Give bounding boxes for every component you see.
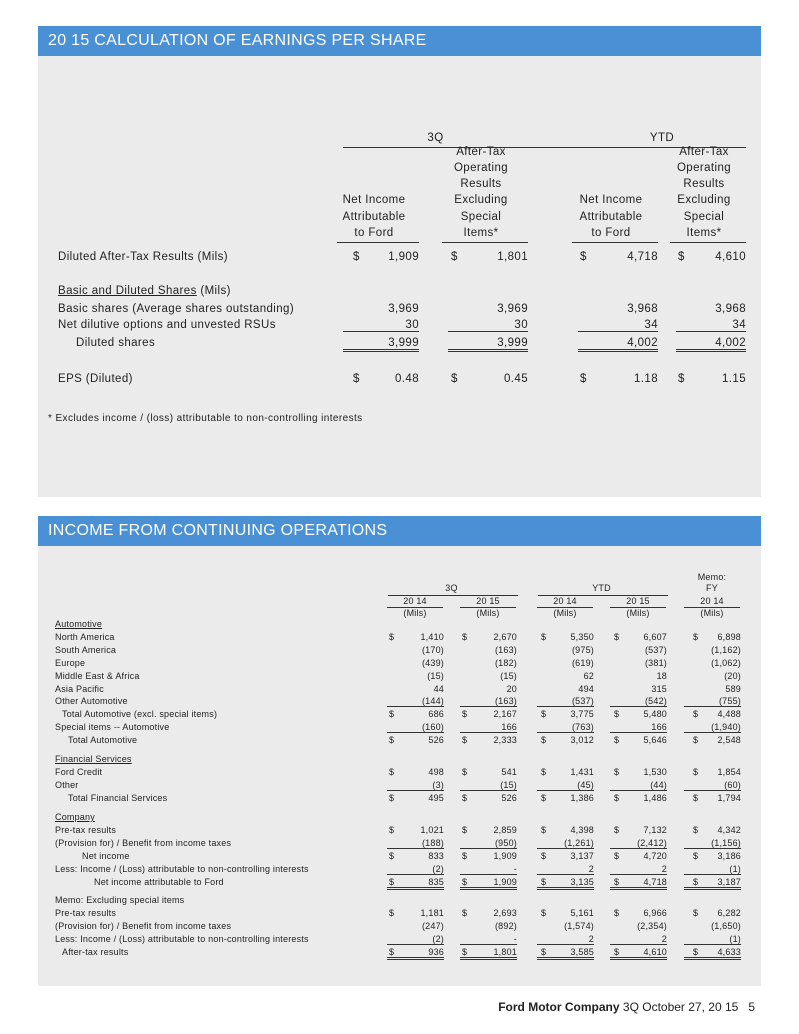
eps-panel xyxy=(38,26,761,497)
income-cell: 1,021 xyxy=(420,824,444,835)
income-cell: (3) xyxy=(387,780,444,791)
income-cell: 526 xyxy=(428,735,444,746)
income-cell: (2) xyxy=(387,934,444,945)
income-cell: 1,386 xyxy=(570,792,594,803)
eps-col-header-line: After-Tax xyxy=(456,145,506,158)
income-currency-symbol: $ xyxy=(693,631,699,642)
income-cell: (2,412) xyxy=(610,838,667,849)
income-year-header: 20 15 xyxy=(626,596,650,606)
income-cell: (975) xyxy=(571,644,594,655)
income-year-header: 20 14 xyxy=(700,596,724,606)
income-currency-symbol: $ xyxy=(389,946,395,957)
income-row-label: Other xyxy=(55,779,79,790)
income-currency-symbol: $ xyxy=(541,792,547,803)
eps-col-header-line: Operating xyxy=(453,161,509,174)
income-year-header: 20 15 xyxy=(476,596,500,606)
income-cell: 4,633 xyxy=(684,947,741,960)
income-cell: (542) xyxy=(610,696,667,707)
eps-col-header-underline xyxy=(442,242,528,243)
income-cell: (15) xyxy=(427,670,444,681)
income-section-heading: Memo: Excluding special items xyxy=(55,895,185,905)
eps-col-header-line: Items* xyxy=(463,227,499,239)
income-cell: 494 xyxy=(578,683,594,694)
income-cell: (60) xyxy=(684,780,741,791)
eps-currency-symbol: $ xyxy=(678,251,685,263)
income-cell: (892) xyxy=(494,920,517,931)
eps-cell: 34 xyxy=(676,319,746,332)
income-cell: (44) xyxy=(610,780,667,791)
income-cell: 2,859 xyxy=(493,824,517,835)
income-cell: 3,135 xyxy=(537,877,594,890)
income-cell: (20) xyxy=(724,670,741,681)
income-group-3q: 3Q xyxy=(445,583,458,593)
income-currency-symbol: $ xyxy=(693,946,699,957)
income-units-header: (Mils) xyxy=(700,608,724,618)
income-units-header: (Mils) xyxy=(403,608,427,618)
income-section-heading: Company xyxy=(55,812,95,822)
income-cell: 1,410 xyxy=(420,631,444,642)
income-currency-symbol: $ xyxy=(462,907,468,918)
income-currency-symbol: $ xyxy=(462,709,468,720)
income-currency-symbol: $ xyxy=(614,850,620,861)
eps-cell: 1,801 xyxy=(497,251,528,263)
income-cell: 833 xyxy=(428,850,444,861)
income-currency-symbol: $ xyxy=(462,946,468,957)
eps-cell: 3,968 xyxy=(715,303,746,315)
income-currency-symbol: $ xyxy=(389,766,395,777)
income-cell: 62 xyxy=(583,670,594,681)
eps-col-header-line: Results xyxy=(683,178,725,191)
income-cell: (1,940) xyxy=(684,722,741,733)
income-row-label: (Provision for) / Benefit from income taxes xyxy=(55,920,232,931)
eps-cell: 3,968 xyxy=(627,303,658,315)
income-panel xyxy=(38,516,761,986)
income-cell: (1,650) xyxy=(711,920,741,931)
income-cell: 6,898 xyxy=(717,631,741,642)
income-cell: 2 xyxy=(610,934,667,945)
income-currency-symbol: $ xyxy=(389,792,395,803)
income-cell: 4,718 xyxy=(610,877,667,890)
eps-col-header-line: Attributable xyxy=(579,210,643,223)
income-cell: (15) xyxy=(500,670,517,681)
eps-col-header-line: Results xyxy=(460,178,502,191)
eps-currency-symbol: $ xyxy=(451,251,458,263)
income-row-label: Total Financial Services xyxy=(68,792,168,803)
income-cell: 936 xyxy=(387,947,444,960)
eps-col-header-line: Operating xyxy=(676,161,732,174)
eps-col-header-line: After-Tax xyxy=(679,145,729,158)
income-cell: 1,181 xyxy=(420,907,444,918)
income-year-header: 20 14 xyxy=(403,596,427,606)
income-row-label: Middle East & Africa xyxy=(55,670,140,681)
eps-row-label: EPS (Diluted) xyxy=(58,373,133,385)
page-footer xyxy=(498,1000,755,1014)
income-cell: 498 xyxy=(428,766,444,777)
income-cell: (1,162) xyxy=(711,644,741,655)
income-units-header: (Mils) xyxy=(476,608,500,618)
eps-row-label: Basic shares (Average shares outstanding) xyxy=(58,303,295,315)
income-cell: 2,333 xyxy=(493,735,517,746)
eps-currency-symbol: $ xyxy=(678,373,685,385)
income-currency-symbol: $ xyxy=(614,824,620,835)
income-cell: 1,854 xyxy=(717,766,741,777)
income-cell: 2 xyxy=(537,864,594,875)
income-cell: (182) xyxy=(494,657,517,668)
income-currency-symbol: $ xyxy=(462,766,468,777)
income-currency-symbol: $ xyxy=(614,709,620,720)
income-cell: (381) xyxy=(644,657,667,668)
income-section-heading: Financial Services xyxy=(55,754,132,764)
income-cell: 6,966 xyxy=(643,907,667,918)
income-memo-header-fy: FY xyxy=(706,583,718,593)
eps-cell: 3,999 xyxy=(448,337,528,352)
eps-row-label: Diluted shares xyxy=(76,337,156,349)
income-currency-symbol: $ xyxy=(462,735,468,746)
income-cell: 3,775 xyxy=(570,709,594,720)
income-cell: (2) xyxy=(387,864,444,875)
income-cell: (1,156) xyxy=(684,838,741,849)
income-currency-symbol: $ xyxy=(614,946,620,957)
income-row-label: Net income xyxy=(82,850,130,861)
income-currency-symbol: $ xyxy=(614,766,620,777)
income-cell: (45) xyxy=(537,780,594,791)
income-cell: 3,186 xyxy=(717,850,741,861)
income-cell: 686 xyxy=(428,709,444,720)
income-cell: 2 xyxy=(610,864,667,875)
income-cell: 2,693 xyxy=(493,907,517,918)
income-currency-symbol: $ xyxy=(541,946,547,957)
income-row-label: After-tax results xyxy=(62,946,129,957)
eps-shares-heading xyxy=(58,285,231,297)
eps-currency-symbol: $ xyxy=(451,373,458,385)
income-cell: - xyxy=(460,934,517,945)
income-currency-symbol: $ xyxy=(389,850,395,861)
eps-group-ytd: YTD xyxy=(649,132,675,144)
income-row-label: Special items -- Automotive xyxy=(55,722,170,733)
eps-currency-symbol: $ xyxy=(353,251,360,263)
eps-shares-heading-underlined: Basic and Diluted Shares xyxy=(58,285,197,297)
income-cell: (1,261) xyxy=(537,838,594,849)
eps-cell: 4,002 xyxy=(578,337,658,352)
income-cell: 2,548 xyxy=(717,735,741,746)
eps-cell: 34 xyxy=(578,319,658,332)
income-cell: 166 xyxy=(610,722,667,733)
income-units-header: (Mils) xyxy=(553,608,577,618)
eps-col-header-line: to Ford xyxy=(354,227,394,239)
income-cell: 526 xyxy=(501,792,517,803)
income-cell: (170) xyxy=(421,644,444,655)
income-currency-symbol: $ xyxy=(693,876,699,887)
eps-col-header-line: Special xyxy=(460,210,502,223)
income-units-header: (Mils) xyxy=(626,608,650,618)
eps-shares-heading-suffix: (Mils) xyxy=(200,285,231,297)
income-cell: 5,480 xyxy=(643,709,667,720)
eps-cell: 3,969 xyxy=(388,303,419,315)
income-row-label: Total Automotive xyxy=(68,735,138,746)
income-currency-symbol: $ xyxy=(462,850,468,861)
eps-col-header-line: Excluding xyxy=(677,194,731,207)
eps-cell: 1.18 xyxy=(634,373,658,385)
income-cell: 4,720 xyxy=(643,850,667,861)
eps-cell: 4,610 xyxy=(715,251,746,263)
income-cell: 1,909 xyxy=(460,877,517,890)
income-row-label: Asia Pacific xyxy=(55,683,104,694)
eps-col-header-line: Net Income xyxy=(579,194,643,207)
eps-cell: 30 xyxy=(448,319,528,332)
income-currency-symbol: $ xyxy=(389,735,395,746)
eps-col-header-line: Items* xyxy=(686,227,722,239)
eps-cell: 3,969 xyxy=(497,303,528,315)
eps-row-label: Net dilutive options and unvested RSUs xyxy=(58,319,276,331)
income-group-ytd: YTD xyxy=(592,583,611,593)
income-cell: (15) xyxy=(460,780,517,791)
income-cell: 835 xyxy=(387,877,444,890)
income-cell: 3,585 xyxy=(537,947,594,960)
income-cell: 6,282 xyxy=(717,907,741,918)
income-currency-symbol: $ xyxy=(693,850,699,861)
eps-cell: 3,999 xyxy=(343,337,419,352)
income-currency-symbol: $ xyxy=(614,907,620,918)
income-cell: 589 xyxy=(725,683,741,694)
income-cell: (144) xyxy=(387,696,444,707)
income-currency-symbol: $ xyxy=(541,850,547,861)
income-currency-symbol: $ xyxy=(614,792,620,803)
income-cell: 18 xyxy=(656,670,667,681)
income-cell: (537) xyxy=(537,696,594,707)
income-cell: (2,354) xyxy=(637,920,667,931)
income-cell: 1,909 xyxy=(493,850,517,861)
income-currency-symbol: $ xyxy=(462,792,468,803)
income-currency-symbol: $ xyxy=(614,631,620,642)
income-currency-symbol: $ xyxy=(389,876,395,887)
income-currency-symbol: $ xyxy=(389,631,395,642)
eps-section-title: 20 15 CALCULATION OF EARNINGS PER SHARE xyxy=(38,26,761,56)
income-cell: 541 xyxy=(501,766,517,777)
eps-cell: 1.15 xyxy=(722,373,746,385)
eps-cell: 4,002 xyxy=(676,337,746,352)
income-cell: 166 xyxy=(460,722,517,733)
eps-group-3q: 3Q xyxy=(427,132,444,144)
eps-col-header-line: to Ford xyxy=(591,227,631,239)
eps-col-header-underline xyxy=(337,242,419,243)
eps-col-header-line: Net Income xyxy=(342,194,406,207)
eps-col-header-line: Excluding xyxy=(454,194,508,207)
income-cell: 2,167 xyxy=(493,709,517,720)
income-cell: 2 xyxy=(537,934,594,945)
income-currency-symbol: $ xyxy=(389,907,395,918)
income-currency-symbol: $ xyxy=(462,876,468,887)
income-cell: 495 xyxy=(428,792,444,803)
income-currency-symbol: $ xyxy=(541,766,547,777)
income-currency-symbol: $ xyxy=(693,824,699,835)
income-cell: (160) xyxy=(387,722,444,733)
eps-col-header-line: Special xyxy=(683,210,725,223)
income-currency-symbol: $ xyxy=(541,631,547,642)
income-row-label: Net income attributable to Ford xyxy=(94,876,224,887)
income-currency-symbol: $ xyxy=(693,907,699,918)
income-cell: 3,137 xyxy=(570,850,594,861)
income-row-label: (Provision for) / Benefit from income taxes xyxy=(55,837,232,848)
income-cell: (1) xyxy=(684,934,741,945)
income-currency-symbol: $ xyxy=(693,735,699,746)
eps-cell: 1,909 xyxy=(388,251,419,263)
income-cell: (1,574) xyxy=(564,920,594,931)
income-cell: (755) xyxy=(684,696,741,707)
income-cell: 4,610 xyxy=(610,947,667,960)
eps-footnote: * Excludes income / (loss) attributable to non-controlling interests xyxy=(48,413,363,424)
income-cell: (537) xyxy=(644,644,667,655)
income-currency-symbol: $ xyxy=(614,876,620,887)
eps-cell: 30 xyxy=(343,319,419,332)
income-row-label: Pre-tax results xyxy=(55,824,117,835)
eps-currency-symbol: $ xyxy=(353,373,360,385)
income-cell: 20 xyxy=(506,683,517,694)
income-currency-symbol: $ xyxy=(389,824,395,835)
income-currency-symbol: $ xyxy=(541,824,547,835)
income-cell: 3,187 xyxy=(684,877,741,890)
income-cell: 315 xyxy=(651,683,667,694)
income-section-heading: Automotive xyxy=(55,619,103,629)
income-cell: (163) xyxy=(494,644,517,655)
eps-cell: 4,718 xyxy=(627,251,658,263)
income-cell: 7,132 xyxy=(643,824,667,835)
income-cell: 5,646 xyxy=(643,735,667,746)
income-cell: 5,350 xyxy=(570,631,594,642)
eps-currency-symbol: $ xyxy=(580,373,587,385)
income-currency-symbol: $ xyxy=(541,709,547,720)
income-cell: (950) xyxy=(460,838,517,849)
income-cell: (439) xyxy=(421,657,444,668)
income-cell: 1,794 xyxy=(717,792,741,803)
income-currency-symbol: $ xyxy=(693,792,699,803)
income-cell: 1,431 xyxy=(570,766,594,777)
income-row-label: South America xyxy=(55,644,117,655)
income-cell: (619) xyxy=(571,657,594,668)
income-cell: 3,012 xyxy=(570,735,594,746)
income-currency-symbol: $ xyxy=(693,709,699,720)
income-cell: 5,161 xyxy=(570,907,594,918)
income-cell: 44 xyxy=(433,683,444,694)
income-currency-symbol: $ xyxy=(541,876,547,887)
income-cell: - xyxy=(460,864,517,875)
income-cell: (1) xyxy=(684,864,741,875)
income-row-label: North America xyxy=(55,631,115,642)
eps-col-header-underline xyxy=(572,242,658,243)
income-currency-symbol: $ xyxy=(462,631,468,642)
eps-currency-symbol: $ xyxy=(580,251,587,263)
income-cell: (163) xyxy=(460,696,517,707)
footer-company: Ford Motor Company xyxy=(498,1000,620,1014)
income-row-label: Other Automotive xyxy=(55,696,128,707)
income-cell: (763) xyxy=(537,722,594,733)
income-memo-header: Memo: xyxy=(697,572,727,582)
income-cell: 1,801 xyxy=(460,947,517,960)
income-row-label: Less: Income / (Loss) attributable to non-controlling interests xyxy=(55,933,309,944)
footer-date: 3Q October 27, 20 15 xyxy=(622,1000,739,1014)
income-cell: 4,488 xyxy=(717,709,741,720)
eps-col-header-underline xyxy=(670,242,746,243)
eps-col-header-line: Attributable xyxy=(342,210,406,223)
income-section-title: INCOME FROM CONTINUING OPERATIONS xyxy=(38,516,761,546)
income-cell: 1,486 xyxy=(643,792,667,803)
income-row-label: Less: Income / (Loss) attributable to non-controlling interests xyxy=(55,863,309,874)
income-cell: (1,062) xyxy=(711,657,741,668)
income-row-label: Ford Credit xyxy=(55,766,103,777)
income-currency-symbol: $ xyxy=(541,907,547,918)
income-cell: (247) xyxy=(421,920,444,931)
footer-page-number: 5 xyxy=(748,1000,755,1014)
income-currency-symbol: $ xyxy=(389,709,395,720)
income-currency-symbol: $ xyxy=(614,735,620,746)
income-cell: 4,398 xyxy=(570,824,594,835)
income-cell: 1,530 xyxy=(643,766,667,777)
income-currency-symbol: $ xyxy=(462,824,468,835)
income-currency-symbol: $ xyxy=(693,766,699,777)
eps-cell: 0.45 xyxy=(504,373,528,385)
income-row-label: Total Automotive (excl. special items) xyxy=(62,709,218,720)
income-currency-symbol: $ xyxy=(541,735,547,746)
income-cell: (188) xyxy=(387,838,444,849)
eps-row-label: Diluted After-Tax Results (Mils) xyxy=(58,251,229,263)
income-year-header: 20 14 xyxy=(553,596,577,606)
income-row-label: Europe xyxy=(55,657,86,668)
income-cell: 6,607 xyxy=(643,631,667,642)
income-row-label: Pre-tax results xyxy=(55,907,117,918)
income-cell: 4,342 xyxy=(717,824,741,835)
eps-cell: 0.48 xyxy=(395,373,419,385)
income-cell: 2,670 xyxy=(493,631,517,642)
